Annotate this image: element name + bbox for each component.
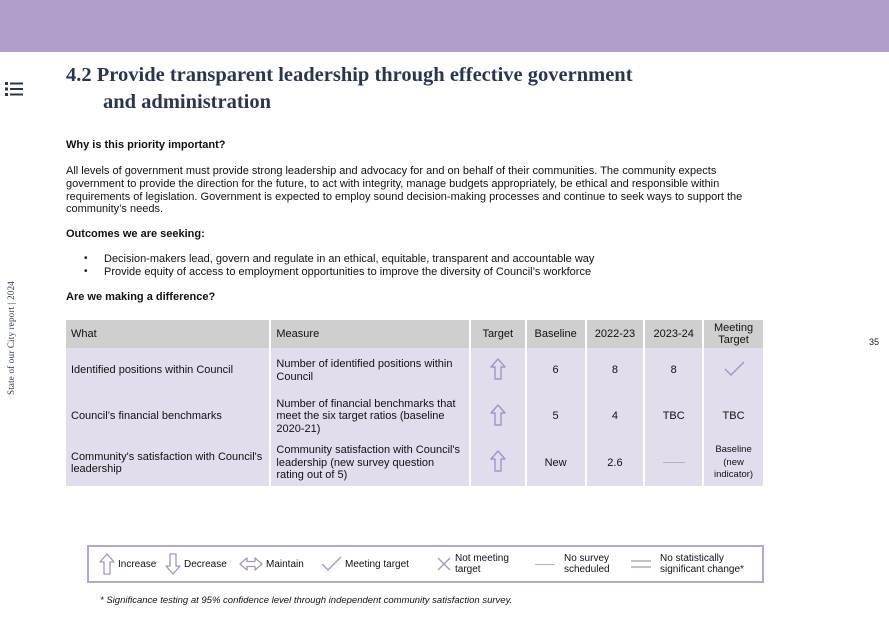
cell-meeting-target: Baseline (new indicator) [704, 440, 763, 486]
increase-arrow-icon [490, 450, 506, 472]
legend-label: No survey scheduled [564, 553, 610, 575]
legend-increase [99, 547, 156, 581]
report-side-label: State of our City report | 2024 [6, 281, 16, 395]
col-target: Target [471, 320, 525, 348]
why-paragraph: All levels of government must provide strong leadership and advocacy for and on behalf of their communities. The community expects government to provide the direction for the future, to act with integrity, manage budgets appropriately, be ethical and responsible within requirements of legislation. Government is expected to employ sound decision-making processes and continue to seek ways to support the community’s needs. [66, 165, 743, 216]
legend-label: Not meeting target [455, 553, 509, 575]
cell-what: Council’s financial benchmarks [66, 393, 269, 440]
meeting-target-check-icon [723, 361, 745, 377]
legend [87, 545, 764, 583]
no-survey-dash-icon [663, 462, 685, 463]
col-meeting-target: Meeting Target [704, 320, 763, 348]
legend-no-survey [535, 547, 622, 581]
col-baseline: Baseline [527, 320, 585, 348]
legend-no-change [630, 547, 760, 581]
cell-target [471, 348, 525, 393]
not-meeting-cross-icon [436, 556, 452, 572]
list-item: • Decision-makers lead, govern and regulate in an ethical, equitable, transparent and accountable way [84, 253, 594, 266]
cell-2023-24 [645, 440, 702, 486]
cell-measure: Number of financial benchmarks that meet the six target ratios (baseline 2020-21) [271, 393, 468, 440]
legend-decrease [165, 547, 227, 581]
table-row [66, 348, 763, 393]
col-2022-23: 2022-23 [587, 320, 644, 348]
col-what: What [66, 320, 269, 348]
page-title [66, 62, 766, 116]
no-survey-dash-icon [535, 564, 555, 565]
cell-baseline: 5 [527, 393, 585, 440]
meeting-target-check-icon [320, 556, 342, 572]
no-change-equals-icon [630, 558, 652, 570]
maintain-arrow-icon [239, 556, 263, 572]
legend-maintain [239, 547, 304, 581]
difference-heading: Are we making a difference? [66, 291, 216, 303]
col-measure: Measure [271, 320, 468, 348]
cell-baseline: New [527, 440, 585, 486]
why-heading: Why is this priority important? [66, 139, 226, 151]
outcomes-heading: Outcomes we are seeking: [66, 228, 205, 240]
table-row [66, 440, 763, 486]
table-row [66, 393, 763, 440]
legend-label: No statistically significant change* [660, 553, 744, 575]
title-line-1: 4.2 Provide transparent leadership through effective government [66, 64, 633, 86]
footnote: * Significance testing at 95% confidence level through independent community satisfaction survey. [100, 595, 513, 606]
outcomes-list [84, 253, 594, 278]
increase-arrow-icon [99, 553, 115, 575]
top-banner [0, 0, 889, 52]
cell-baseline: 6 [527, 348, 585, 393]
indicator-table [64, 320, 765, 486]
legend-label: Decrease [184, 558, 227, 570]
legend-label: Maintain [266, 558, 304, 570]
cell-what: Community's satisfaction with Council's leadership [66, 440, 269, 486]
list-item: • Provide equity of access to employment opportunities to improve the diversity of Council’s workforce [84, 266, 594, 279]
cell-2022-23: 2.6 [587, 440, 644, 486]
cell-target [471, 393, 525, 440]
cell-target [471, 440, 525, 486]
decrease-arrow-icon [165, 553, 181, 575]
page-number: 35 [869, 337, 880, 347]
legend-label: Increase [118, 558, 157, 570]
legend-label: Meeting target [345, 558, 409, 570]
cell-what: Identified positions within Council [66, 348, 269, 393]
title-line-2: and administration [103, 91, 272, 113]
table-of-contents-icon[interactable] [5, 81, 23, 97]
cell-2022-23: 4 [587, 393, 644, 440]
increase-arrow-icon [490, 404, 506, 426]
cell-meeting-target [704, 348, 763, 393]
increase-arrow-icon [490, 358, 506, 380]
cell-2022-23: 8 [587, 348, 644, 393]
legend-not-meeting [436, 547, 519, 581]
table-header-row [66, 320, 763, 348]
cell-measure: Community satisfaction with Council's leadership (new survey question rating out of 5) [271, 440, 468, 486]
col-2023-24: 2023-24 [645, 320, 702, 348]
legend-meeting [320, 547, 409, 581]
cell-2023-24: TBC [645, 393, 702, 440]
cell-measure: Number of identified positions within Council [271, 348, 468, 393]
cell-2023-24: 8 [645, 348, 702, 393]
cell-meeting-target: TBC [704, 393, 763, 440]
